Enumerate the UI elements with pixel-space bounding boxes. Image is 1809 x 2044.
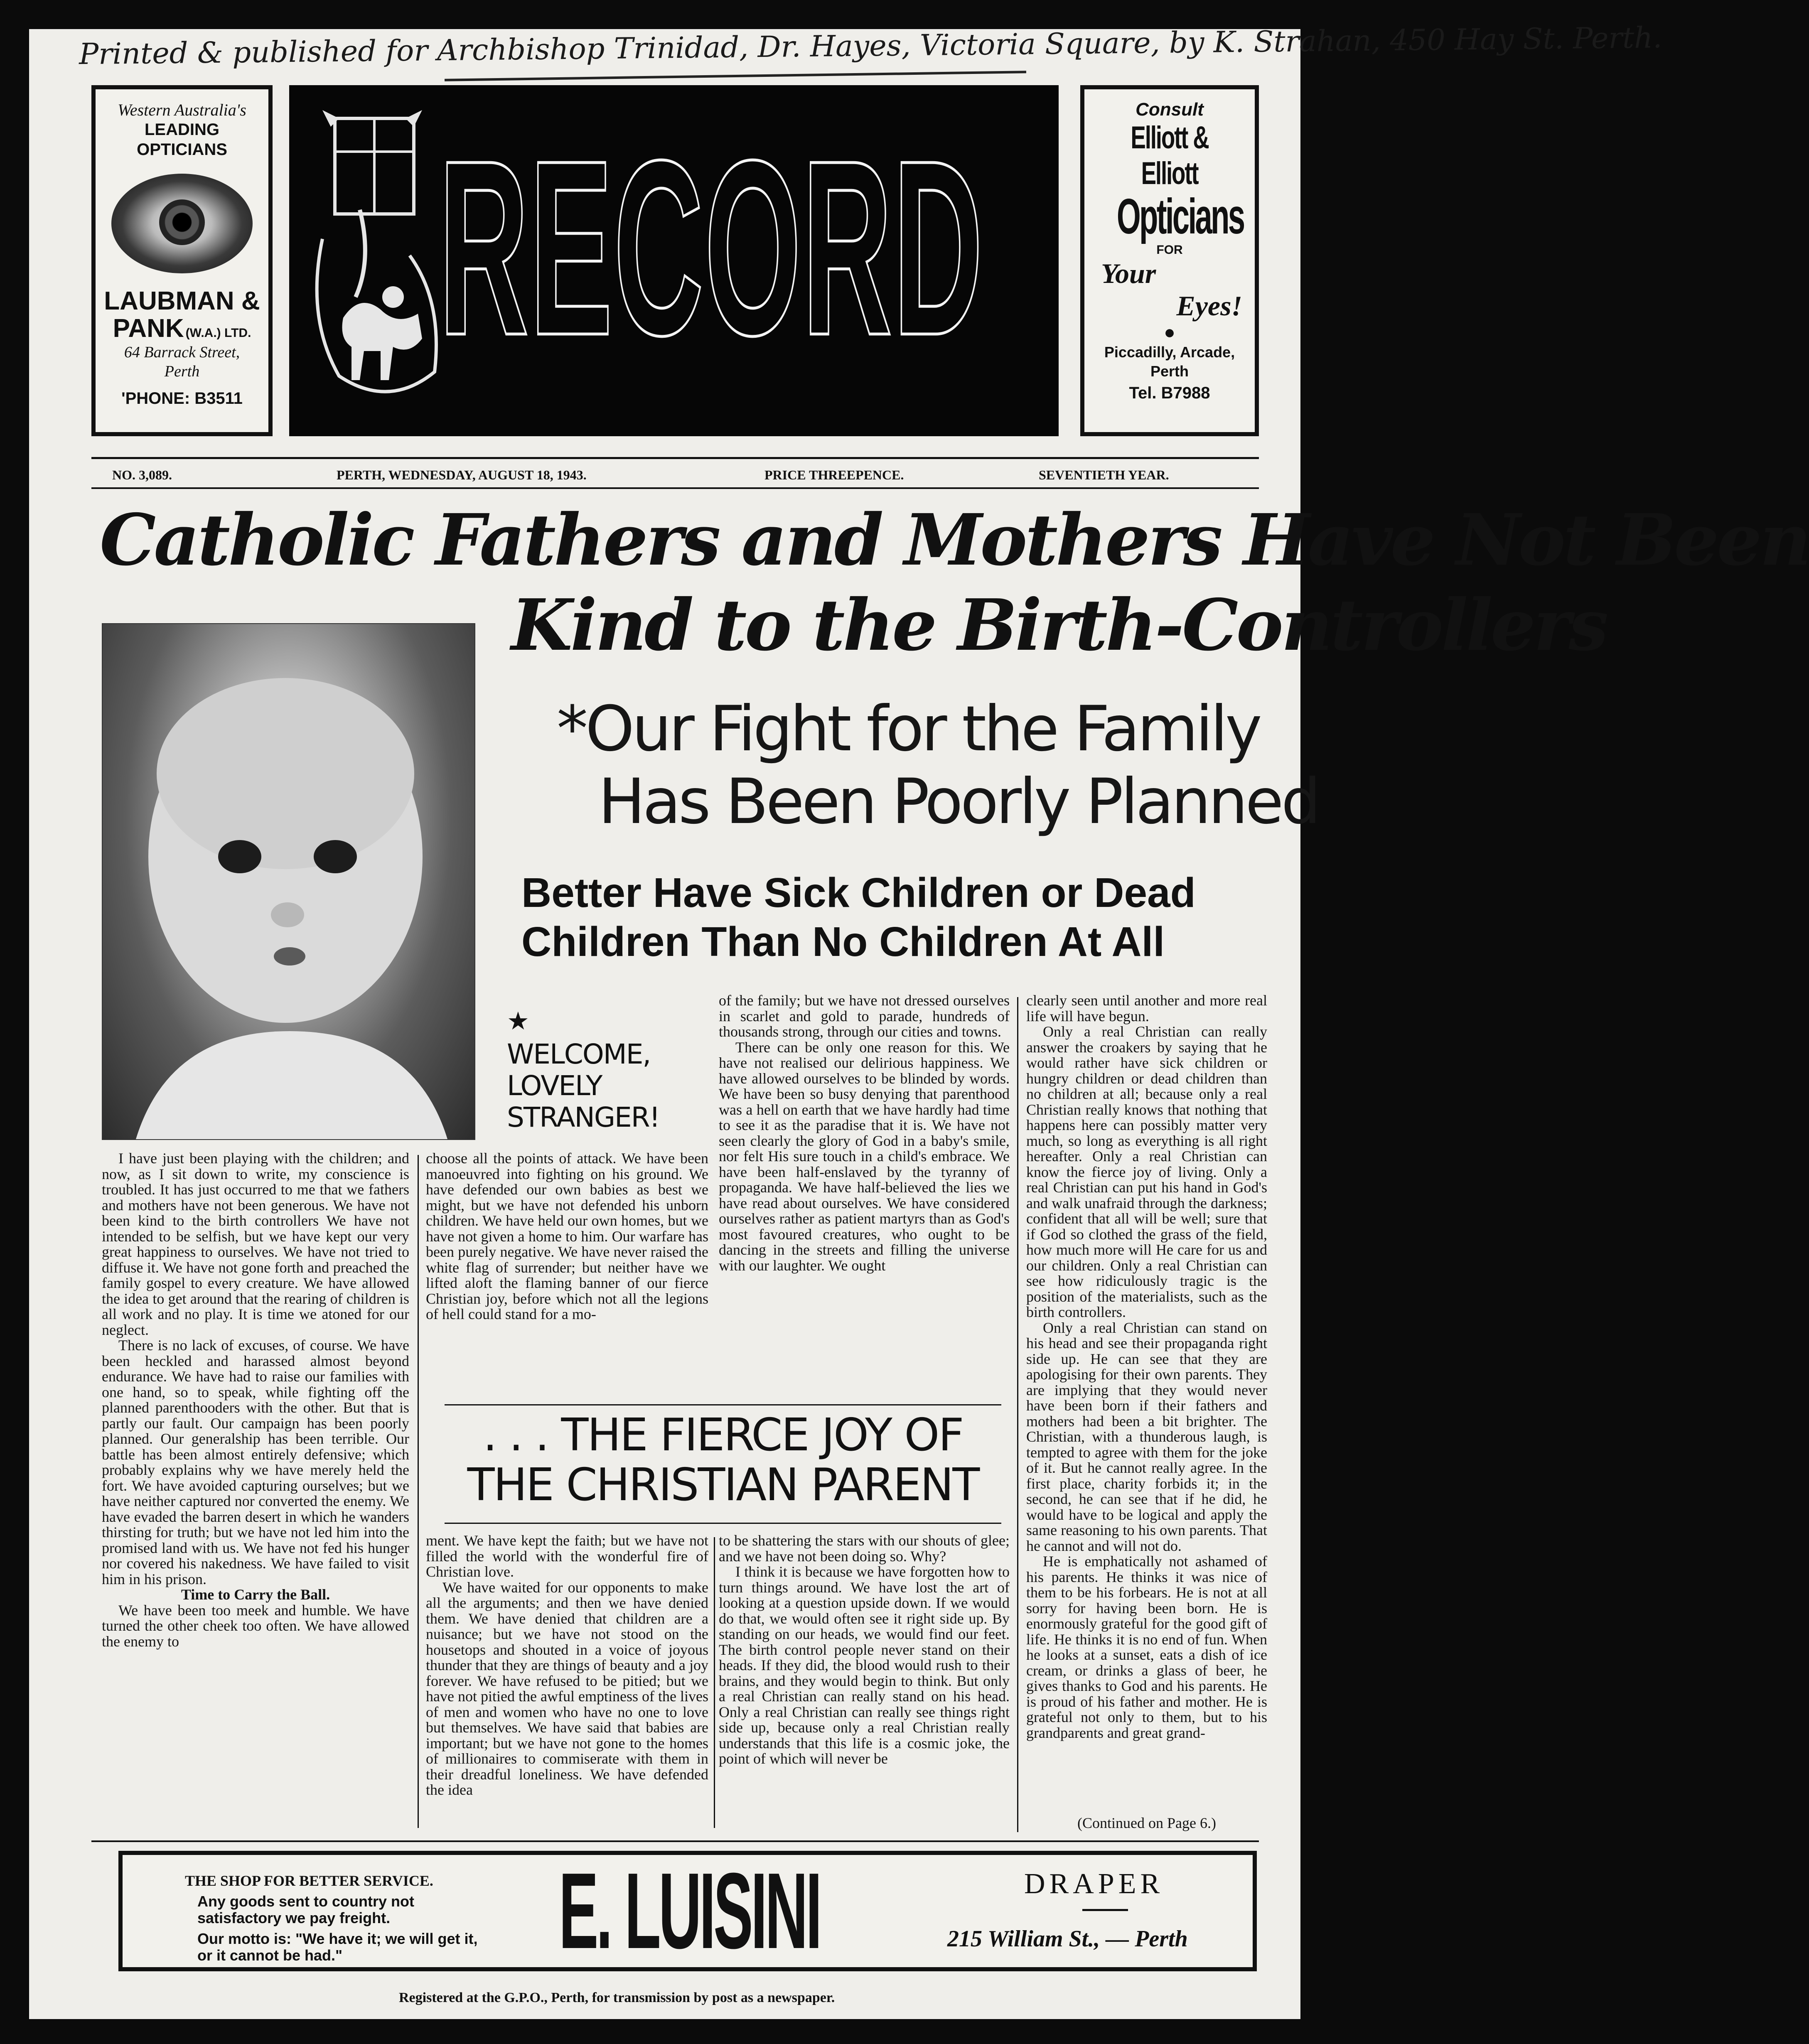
masthead-title: RECORD xyxy=(439,109,984,387)
newspaper-page xyxy=(29,20,1809,2019)
ad-left-phone: 'PHONE: B3511 xyxy=(121,389,243,408)
col1-paragraph: We have been too meek and humble. We have turned the other cheek too often. We have allowed the enemy to xyxy=(102,1602,409,1650)
crest-icon xyxy=(297,102,447,418)
column-2-top xyxy=(426,1151,708,1400)
col4-paragraph: Only a real Christian can stand on his head and see their propaganda right side up. He can see that they are apologising for their own parents. They are implying that they would never have been born if their fathers and mothers had been a bit brighter. The Christian, with a thunderous laugh, is tempted to agree with them for the joke of it. But he cannot really agree. In the first place, charity forbids it; in the second, he can see that if he did, he would have to be logical and apply the same reasoning to his own parents. That he cannot and will not do. xyxy=(1026,1319,1267,1554)
ad-left-name2-suffix: (W.A.) LTD. xyxy=(185,326,251,340)
dateline-rule-bottom xyxy=(91,487,1259,489)
column-rule xyxy=(1017,997,1018,1832)
luisini-trade: DRAPER xyxy=(1024,1868,1164,1900)
issue-price: PRICE THREEPENCE. xyxy=(764,467,904,482)
col3-top-paragraph: of the family; but we have not dressed ourselves in scarlet and gold to parade, hundreds of thousands strong, through our cities and towns. xyxy=(719,992,1010,1040)
col3-bottom-paragraph: to be shattering the stars with our shouts of glee; and we have not been doing so. Why? xyxy=(719,1532,1010,1565)
ad-left-address1: 64 Barrack Street, xyxy=(124,344,240,361)
welcome-line2: LOVELY xyxy=(507,1070,602,1102)
luisini-name: E. LUISINI xyxy=(559,1851,820,1971)
baby-photo xyxy=(102,623,475,1140)
welcome-line1: WELCOME, xyxy=(507,1038,651,1070)
ad-rule xyxy=(91,1840,1259,1842)
headline-line1: Catholic Fathers and Mothers Have Not Been xyxy=(100,499,1809,582)
luisini-ad xyxy=(118,1851,1257,1971)
dateline-rule-top xyxy=(91,457,1259,459)
col4-paragraph: clearly seen until another and more real life will have begun. xyxy=(1026,992,1267,1024)
masthead-banner xyxy=(289,85,1059,436)
issue-date: PERTH, WEDNESDAY, AUGUST 18, 1943. xyxy=(337,467,587,482)
laubman-pank-ad xyxy=(91,85,273,436)
eye-icon xyxy=(111,174,253,273)
handwritten-imprint: Printed & published for Archbishop Trinidad, Dr. Hayes, Victoria Square, by K. Strahan, 450 Hay St. Perth. xyxy=(79,20,1662,71)
col2-bottom-paragraph: We have waited for our opponents to make all the arguments; and then we have denied them. We have denied that children are a nuisance; but we have not stood on the housetops and shouted in a voice of joyous thunder that they are things of beauty and a joy forever. We have refused to be pitied; but we have not pitied the awful emptiness of the lives of men and women who have no one to love but themselves. We have said that babies are important; but we have not gone to the homes of millionaires to commiserate with them in their dreadful loneliness. We have defended the idea xyxy=(426,1579,708,1798)
ad-left-name1: LAUBMAN & xyxy=(104,287,260,315)
issue-number: NO. 3,089. xyxy=(112,467,172,482)
col2-bottom-paragraph: ment. We have kept the faith; but we have not filled the world with the wonderful fire of Christian love. xyxy=(426,1532,708,1580)
column-rule xyxy=(418,1155,419,1828)
fierce-line2: THE CHRISTIAN PARENT xyxy=(467,1459,979,1511)
ad-right-bullet: ● xyxy=(1164,322,1175,343)
issue-year: SEVENTIETH YEAR. xyxy=(1039,467,1169,482)
baby-face-icon xyxy=(103,624,474,1139)
continued-note: (Continued on Page 6.) xyxy=(1077,1815,1216,1831)
col3-top-paragraph: There can be only one reason for this. We have not realised our delirious happiness. We have allowed ourselves to be blinded by words. We have been so busy denying that parenthood was a hell on earth that we have hardly had time to see it as the paradise that it is. We have not seen clearly the glory of God in a baby's smile, nor felt His sure touch in a child's embrace. We have been half-enslaved by the tyranny of propaganda. We have half-believed the lies we have read about ourselves. We have considered ourselves rather as patient martyrs than as God's most favoured creatures, who ought to be dancing in the streets and filling the universe with our laughter. We ought xyxy=(719,1039,1010,1274)
luisini-tagline: THE SHOP FOR BETTER SERVICE. xyxy=(185,1872,433,1889)
welcome-star-icon: ★ xyxy=(507,1007,528,1036)
col3-bottom-paragraph: I think it is because we have forgotten how to turn things around. We have lost the art of looking at a question upside down. If we would do that, we would often see it right side up. By standing on our heads, we would find our feet. The birth control people never stand on their heads. If they did, the blood would rush to their brains, and they would begin to think. But only a real Christian can really stand on his head. Only a real Christian can really see things right side up, because only a real Christian really understands that this life is a cosmic joke, the point of which will never be xyxy=(719,1563,1010,1767)
ad-right-eyes: Eyes! xyxy=(1176,290,1242,322)
headline-line2: Kind to the Birth-Controllers xyxy=(511,584,1607,667)
ad-right-name: Elliott & Elliott xyxy=(1131,120,1209,191)
luisini-address: 215 William St., — Perth xyxy=(947,1926,1188,1952)
col1-subheading: Time to Carry the Ball. xyxy=(181,1586,330,1603)
column-3-top xyxy=(719,993,1010,1400)
ad-right-address1: Piccadilly, Arcade, xyxy=(1104,344,1235,361)
subhead-line1: *Our Fight for the Family xyxy=(557,693,1260,765)
col2-top-paragraph: choose all the points of attack. We have been manoeuvred into fighting on his ground. We have defended our own babies as best we might, but we have not defended his unborn children. We have held our own homes, but we have not given a home to him. Our warfare has been purely negative. We have never raised the white flag of surrender; but neither have we lifted aloft the flaming banner of our fierce Christian joy, before which not all the legions of hell could stand for a mo- xyxy=(426,1150,708,1322)
luisini-freight: Any goods sent to country not satisfactory we pay freight. xyxy=(197,1893,414,1926)
ad-right-your: Your xyxy=(1101,258,1156,289)
column-3-bottom xyxy=(719,1533,1010,1832)
handwriting-underline xyxy=(445,71,1026,81)
ad-right-address2: Perth xyxy=(1150,363,1189,380)
ad-left-address2: Perth xyxy=(164,363,200,380)
col1-paragraph: There is no lack of excuses, of course. We have been heckled and harassed almost beyond endurance. We have had to raise our families with one hand, so to speak, while fighting off the planned parenthooders with the other. But that is partly our fault. Our campaign has been poorly planned. Our generalship has been terrible. Our battle has been almost entirely defensive; which probably explains why we have merely held the fort. We have avoided capturing ourselves; but we have neither captured nor converted the enemy. We have evaded the barren desert in which he wanders thirsting for truth; but we have not led him into the promised land with us. We have not fed his hunger nor covered his nakedness. We have failed to visit him in his prison. xyxy=(102,1337,409,1587)
elliott-opticians-ad xyxy=(1080,85,1259,436)
col4-paragraph: He is emphatically not ashamed of his parents. He thinks it was nice of them to be his forbears. He is not at all sorry for having been born. He is enormously grateful for the good gift of life. He thinks it is no end of fun. When he looks at a sunset, eats a dish of ice cream, or drinks a glass of beer, he gives thanks to God and his parents. He is proud of his father and mother. He is grateful not only to them, but to his grandparents and great grand- xyxy=(1026,1553,1267,1741)
bold-head-line1: Better Have Sick Children or Dead xyxy=(521,870,1196,916)
ad-left-line3: OPTICIANS xyxy=(137,140,227,159)
ad-left-line2: LEADING xyxy=(145,120,219,139)
col4-paragraph: Only a real Christian can really answer the croakers by saying that he would rather have sick children or hungry children or dead children than no children at all; because only a real Christian really knows that nothing that happens here can possibly matter very much, so long as everything is all right hereafter. Only a real Christian can know the fierce joy of living. Only a real Christian can put his hand in God's and walk unafraid through the darkness; confident that all will be well; sure that if God so clothed the grass of the field, how much more will He care for us and our children. Only a real Christian can see how ridiculously tragic is the position of the materialists, such as the birth controllers. xyxy=(1026,1023,1267,1320)
welcome-line3: STRANGER! xyxy=(507,1101,660,1133)
ad-right-for: FOR xyxy=(1156,243,1183,257)
fierce-rule-top xyxy=(445,1404,1001,1405)
column-4 xyxy=(1026,993,1267,1816)
luisini-motto: Our motto is: "We have it; we will get it, or it cannot be had." xyxy=(197,1930,478,1964)
bold-head-line2: Children Than No Children At All xyxy=(521,919,1165,965)
ad-left-line1: Western Australia's xyxy=(118,101,246,119)
ad-right-phone: Tel. B7988 xyxy=(1129,384,1210,402)
col1-paragraph: I have just been playing with the children; and now, as I sit down to write, my conscience is troubled. It has just occurred to me that we fathers and mothers have not been generous. We have not been kind to the birth controllers We have not intended to be selfish, but we have kept our very great happiness to ourselves. We have not tried to diffuse it. We have not gone forth and preached the family gospel to every creature. We have allowed the idea to get around that the rearing of children is all work and no play. It is time we atoned for our neglect. xyxy=(102,1150,409,1338)
fierce-rule-bottom xyxy=(445,1523,1001,1524)
subhead-line2: Has Been Poorly Planned xyxy=(598,766,1318,838)
ad-right-consult: Consult xyxy=(1136,99,1204,120)
fierce-line1: . . . THE FIERCE JOY OF xyxy=(483,1409,963,1461)
ad-left-name2: PANK xyxy=(113,314,184,343)
column-2-bottom xyxy=(426,1533,708,1832)
draper-rule xyxy=(1082,1909,1128,1911)
registration-footer: Registered at the G.P.O., Perth, for transmission by post as a newspaper. xyxy=(399,1990,835,2005)
ad-right-title: Opticians xyxy=(1116,189,1244,244)
column-rule xyxy=(714,1537,715,1828)
column-1 xyxy=(102,1151,409,1832)
